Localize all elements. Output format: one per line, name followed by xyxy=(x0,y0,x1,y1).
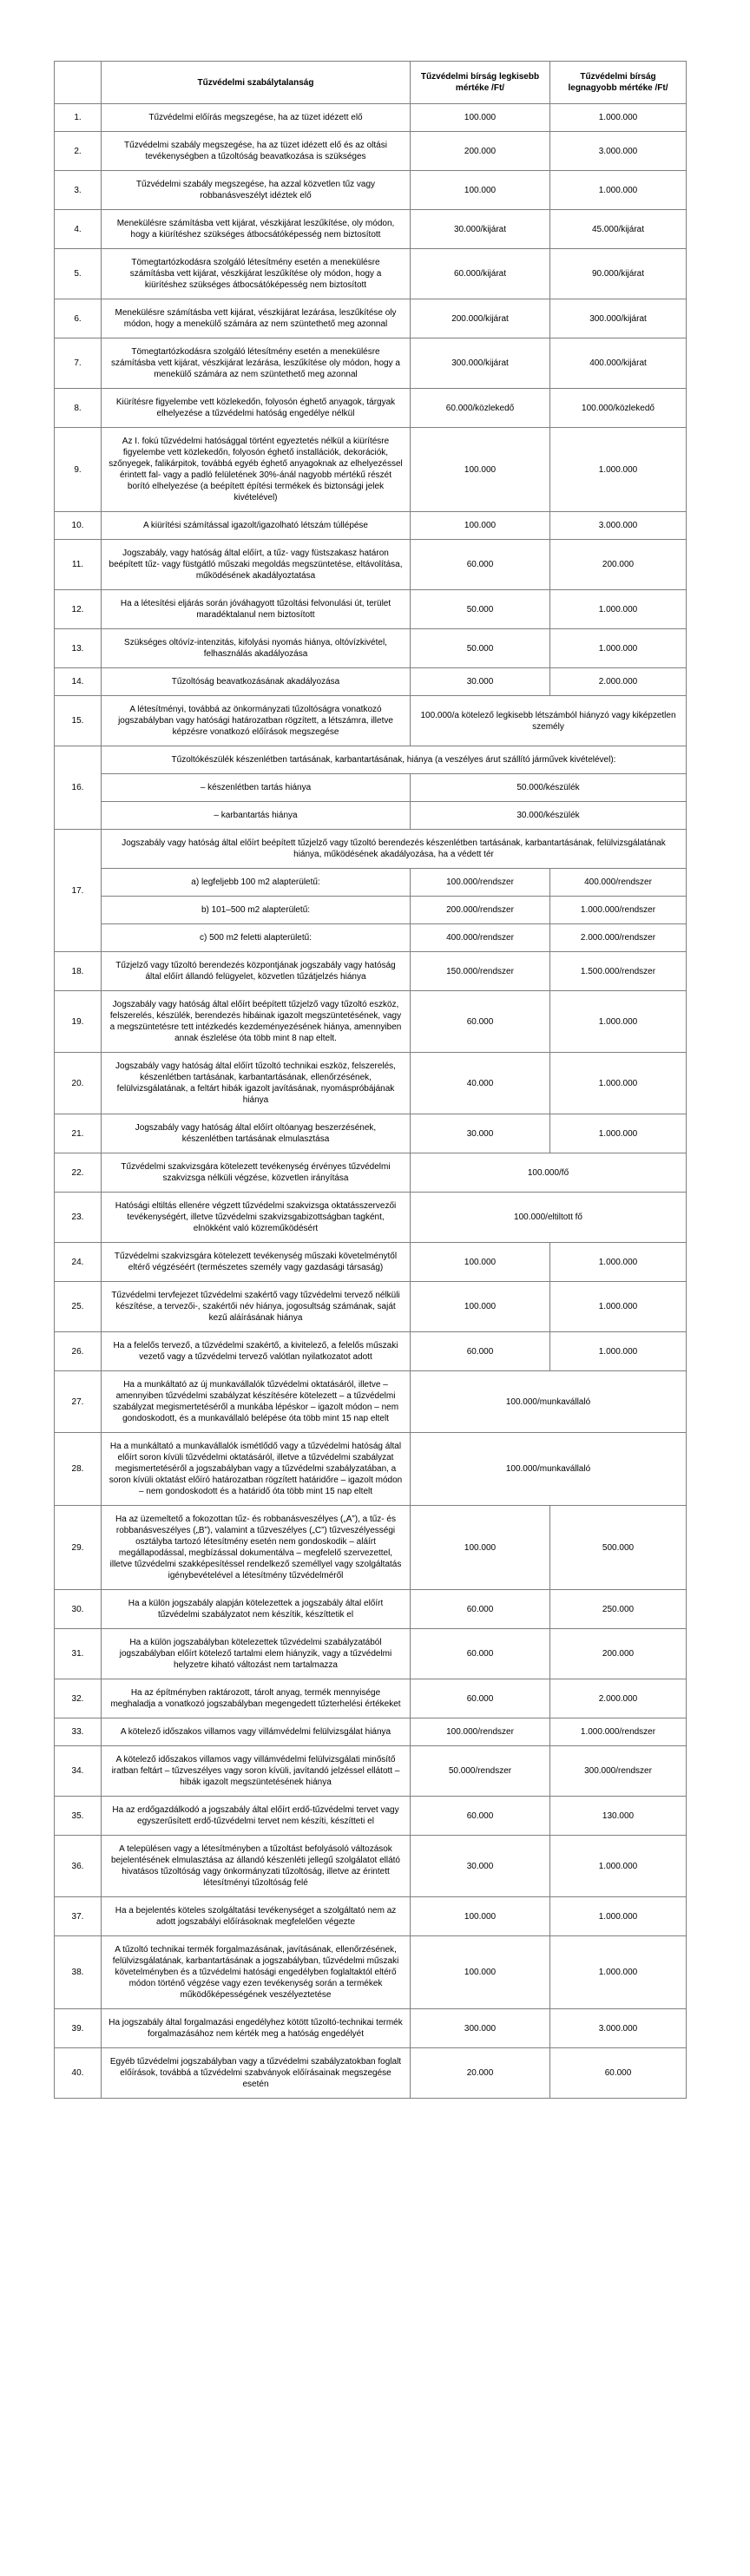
table-row xyxy=(55,1371,687,1433)
violation-text: Ha a létesítési eljárás során jóváhagyott tűzoltási felvonulási út, terület maradéktalanul nem biztosított xyxy=(102,590,411,629)
min-fine: 150.000/rendszer xyxy=(411,952,550,991)
max-fine: 45.000/kijárat xyxy=(550,210,687,249)
row-number: 17. xyxy=(55,830,102,952)
min-fine: 30.000/kijárat xyxy=(411,210,550,249)
fine-merged: 30.000/készülék xyxy=(411,802,687,830)
min-fine: 100.000 xyxy=(411,1243,550,1282)
min-fine: 20.000 xyxy=(411,2048,550,2099)
row-number: 4. xyxy=(55,210,102,249)
max-fine: 1.000.000 xyxy=(550,1897,687,1936)
violation-text: Tűzvédelmi szabály megszegése, ha azzal közvetlen tűz vagy robbanásveszélyt idéztek elő xyxy=(102,171,411,210)
table-row xyxy=(55,1053,687,1114)
table-row xyxy=(55,171,687,210)
table-row xyxy=(55,1897,687,1936)
min-fine: 60.000 xyxy=(411,1629,550,1679)
header-violation: Tűzvédelmi szabálytalanság xyxy=(102,62,411,104)
max-fine: 1.000.000 xyxy=(550,1282,687,1332)
row-number: 26. xyxy=(55,1332,102,1371)
row-number: 20. xyxy=(55,1053,102,1114)
max-fine: 400.000/kijárat xyxy=(550,338,687,389)
row-number: 11. xyxy=(55,540,102,590)
violation-text: a) legfeljebb 100 m2 alapterületű: xyxy=(102,869,411,897)
max-fine: 3.000.000 xyxy=(550,2009,687,2048)
max-fine: 1.000.000 xyxy=(550,1114,687,1153)
max-fine: 90.000/kijárat xyxy=(550,249,687,299)
violation-text: Ha az építményben raktározott, tárolt anyag, termék mennyisége meghaladja a vonatkozó jogszabályban megengedett tűzterhelési értékeket xyxy=(102,1679,411,1718)
violation-text: A kiürítési számítással igazolt/igazolható létszám túllépése xyxy=(102,512,411,540)
row-intro-text: Jogszabály vagy hatóság által előírt beépített tűzjelző vagy tűzoltó berendezés készenlétben tartásának, karbantartásának, felülvizsgálatának hiánya, működésének akadályozása, ha a védett tér xyxy=(102,830,687,869)
row-number: 5. xyxy=(55,249,102,299)
violation-text: Tűzjelző vagy tűzoltó berendezés központjának jogszabály vagy hatóság által előírt állandó felügyelet, közvetlen tűzátjelzés hiánya xyxy=(102,952,411,991)
min-fine: 60.000 xyxy=(411,1679,550,1718)
table-row xyxy=(55,1332,687,1371)
table-row xyxy=(55,952,687,991)
min-fine: 100.000/rendszer xyxy=(411,869,550,897)
violation-text: – karbantartás hiánya xyxy=(102,802,411,830)
header-max-fine: Tűzvédelmi bírság legnagyobb mértéke /Ft/ xyxy=(550,62,687,104)
min-fine: 100.000 xyxy=(411,428,550,512)
table-row xyxy=(55,1243,687,1282)
max-fine: 300.000/rendszer xyxy=(550,1746,687,1797)
table-row xyxy=(55,590,687,629)
max-fine: 3.000.000 xyxy=(550,512,687,540)
row-number: 34. xyxy=(55,1746,102,1797)
min-fine: 50.000/rendszer xyxy=(411,1746,550,1797)
row-number: 13. xyxy=(55,629,102,668)
violation-text: A létesítményi, továbbá az önkormányzati tűzoltóságra vonatkozó jogszabályban vagy hatósági határozatban rögzített, a létszámra, illetve képzésre vonatkozó előírások megszegése xyxy=(102,696,411,746)
table-row xyxy=(55,1836,687,1897)
table-row xyxy=(55,1936,687,2009)
min-fine: 30.000 xyxy=(411,1114,550,1153)
violation-text: Tűzoltóság beavatkozásának akadályozása xyxy=(102,668,411,696)
violation-text: A kötelező időszakos villamos vagy villámvédelmi felülvizsgálat hiánya xyxy=(102,1718,411,1746)
table-subrow xyxy=(55,802,687,830)
min-fine: 40.000 xyxy=(411,1053,550,1114)
table-row xyxy=(55,830,687,869)
max-fine: 1.000.000 xyxy=(550,1243,687,1282)
max-fine: 1.000.000 xyxy=(550,104,687,132)
min-fine: 60.000 xyxy=(411,540,550,590)
min-fine: 100.000 xyxy=(411,104,550,132)
table-row xyxy=(55,696,687,746)
fine-merged: 100.000/munkavállaló xyxy=(411,1371,687,1433)
row-number: 32. xyxy=(55,1679,102,1718)
max-fine: 300.000/kijárat xyxy=(550,299,687,338)
max-fine: 1.000.000 xyxy=(550,590,687,629)
min-fine: 30.000 xyxy=(411,1836,550,1897)
row-number: 37. xyxy=(55,1897,102,1936)
min-fine: 100.000 xyxy=(411,1282,550,1332)
fine-merged: 100.000/eltiltott fő xyxy=(411,1193,687,1243)
violation-text: Tömegtartózkodásra szolgáló létesítmény esetén a menekülésre számításba vett kijárat, vészkijárat leszűkítése oly módon, hogy a kiürítéshez szükséges átbocsátóképesség nem biztosított xyxy=(102,249,411,299)
violation-text: Tűzvédelmi tervfejezet tűzvédelmi szakértő vagy tűzvédelmi tervező nélküli készítése, a tervezői-, szakértői név hiánya, jogosultság számának, saját kezű aláírásának hiánya xyxy=(102,1282,411,1332)
table-row xyxy=(55,1797,687,1836)
row-number: 36. xyxy=(55,1836,102,1897)
violation-text: Jogszabály vagy hatóság által előírt oltóanyag beszerzésének, készenlétben tartásának elmulasztása xyxy=(102,1114,411,1153)
row-number: 12. xyxy=(55,590,102,629)
row-number: 3. xyxy=(55,171,102,210)
violation-text: Ha az erdőgazdálkodó a jogszabály által előírt erdő-tűzvédelmi tervet vagy egyszerűsített erdő-tűzvédelmi tervet nem készíti, készítteti el xyxy=(102,1797,411,1836)
header-row xyxy=(55,62,687,104)
min-fine: 60.000 xyxy=(411,1590,550,1629)
max-fine: 200.000 xyxy=(550,1629,687,1679)
row-number: 25. xyxy=(55,1282,102,1332)
table-row xyxy=(55,1746,687,1797)
fine-merged: 50.000/készülék xyxy=(411,774,687,802)
row-number: 40. xyxy=(55,2048,102,2099)
violation-text: c) 500 m2 feletti alapterületű: xyxy=(102,924,411,952)
max-fine: 500.000 xyxy=(550,1506,687,1590)
table-subrow xyxy=(55,869,687,897)
table-row xyxy=(55,2048,687,2099)
row-number: 33. xyxy=(55,1718,102,1746)
max-fine: 1.000.000 xyxy=(550,1936,687,2009)
table-row xyxy=(55,668,687,696)
max-fine: 2.000.000/rendszer xyxy=(550,924,687,952)
violation-text: Ha a felelős tervező, a tűzvédelmi szakértő, a kivitelező, a felelős műszaki vezető vagy a tűzvédelmi tervező valótlan nyilatkozatot adott xyxy=(102,1332,411,1371)
violation-text: Ha a külön jogszabály alapján kötelezettek a jogszabály által előírt tűzvédelmi szabályzatot nem készítik, készíttetik el xyxy=(102,1590,411,1629)
min-fine: 30.000 xyxy=(411,668,550,696)
table-row xyxy=(55,1282,687,1332)
row-number: 38. xyxy=(55,1936,102,2009)
row-number: 14. xyxy=(55,668,102,696)
min-fine: 100.000/rendszer xyxy=(411,1718,550,1746)
row-number: 22. xyxy=(55,1153,102,1193)
min-fine: 100.000 xyxy=(411,1897,550,1936)
row-number: 2. xyxy=(55,132,102,171)
violation-text: Hatósági eltiltás ellenére végzett tűzvédelmi szakvizsga oktatásszervezői tevékenységért, illetve tűzvédelmi szakvizsgabizottságban tagként, elnökként való közreműködésért xyxy=(102,1193,411,1243)
table-row xyxy=(55,104,687,132)
max-fine: 1.000.000 xyxy=(550,428,687,512)
max-fine: 1.000.000/rendszer xyxy=(550,1718,687,1746)
row-number: 21. xyxy=(55,1114,102,1153)
table-row xyxy=(55,2009,687,2048)
table-subrow xyxy=(55,924,687,952)
table-row xyxy=(55,132,687,171)
min-fine: 60.000 xyxy=(411,991,550,1053)
table-row xyxy=(55,1629,687,1679)
violation-text: Jogszabály vagy hatóság által előírt tűzoltó technikai eszköz, felszerelés, készenlétben tartásának, karbantartásának, ellenőrzésének, felülvizsgálatának, a feltárt hibák igazolt javításának, nyomáspróbájának hiánya xyxy=(102,1053,411,1114)
min-fine: 300.000/kijárat xyxy=(411,338,550,389)
max-fine: 1.000.000 xyxy=(550,1836,687,1897)
violation-text: Kiürítésre figyelembe vett közlekedőn, folyosón éghető anyagok, tárgyak elhelyezése a tűzvédelmi hatóság engedélye nélkül xyxy=(102,389,411,428)
max-fine: 130.000 xyxy=(550,1797,687,1836)
min-fine: 60.000/közlekedő xyxy=(411,389,550,428)
min-fine: 300.000 xyxy=(411,2009,550,2048)
table-row xyxy=(55,629,687,668)
max-fine: 60.000 xyxy=(550,2048,687,2099)
max-fine: 1.000.000 xyxy=(550,991,687,1053)
violation-text: b) 101–500 m2 alapterületű: xyxy=(102,897,411,924)
min-fine: 60.000 xyxy=(411,1332,550,1371)
table-row xyxy=(55,1718,687,1746)
max-fine: 100.000/közlekedő xyxy=(550,389,687,428)
table-row xyxy=(55,991,687,1053)
violation-text: Egyéb tűzvédelmi jogszabályban vagy a tűzvédelmi szabályzatokban foglalt előírások, továbbá a tűzvédelmi szabványok előírásainak megszegése esetén xyxy=(102,2048,411,2099)
max-fine: 1.500.000/rendszer xyxy=(550,952,687,991)
row-number: 27. xyxy=(55,1371,102,1433)
violation-text: Tűzvédelmi szakvizsgára kötelezett tevékenység érvényes tűzvédelmi szakvizsga nélküli végzése, közvetlen irányítása xyxy=(102,1153,411,1193)
row-number: 30. xyxy=(55,1590,102,1629)
violation-text: Ha a munkáltató a munkavállalók ismétlődő vagy a tűzvédelmi hatóság által előírt soron kívüli tűzvédelmi oktatásáról, illetve a tűzvédelmi szabályzat megismertetéséről a jogszabályban vagy a tűzvédelmi szabályzatában, a soron kívüli oktatást előíró határozatban rögzített határidőre – igazolt módon – nem gondoskodott és a határidő óta több mint 15 nap eltelt xyxy=(102,1433,411,1506)
row-number: 28. xyxy=(55,1433,102,1506)
row-number: 1. xyxy=(55,104,102,132)
row-number: 18. xyxy=(55,952,102,991)
row-number: 9. xyxy=(55,428,102,512)
row-number: 24. xyxy=(55,1243,102,1282)
row-number: 19. xyxy=(55,991,102,1053)
violation-text: Tűzvédelmi szakvizsgára kötelezett tevékenység műszaki követelménytől eltérő végzéséért (természetes személy vagy gazdasági társaság) xyxy=(102,1243,411,1282)
min-fine: 60.000 xyxy=(411,1797,550,1836)
fire-fines-table xyxy=(54,61,687,2099)
violation-text: Szükséges oltóvíz-intenzitás, kifolyási nyomás hiánya, oltóvízkivétel, felhasználás akadályozása xyxy=(102,629,411,668)
violation-text: A kötelező időszakos villamos vagy villámvédelmi felülvizsgálati minősítő iratban feltárt – tűzveszélyes vagy soron kívüli, javítandó jelzéssel ellátott – hibák igazolt megszüntetésének hiánya xyxy=(102,1746,411,1797)
header-min-fine: Tűzvédelmi bírság legkisebb mértéke /Ft/ xyxy=(411,62,550,104)
violation-text: Ha a bejelentés köteles szolgáltatási tevékenységet a szolgáltató nem az adott jogszabályi előírásoknak megfelelően végezte xyxy=(102,1897,411,1936)
fine-merged: 100.000/fő xyxy=(411,1153,687,1193)
table-row xyxy=(55,1114,687,1153)
header-empty-cell xyxy=(55,62,102,104)
table-body xyxy=(55,104,687,2099)
row-number: 29. xyxy=(55,1506,102,1590)
violation-text: A tűzoltó technikai termék forgalmazásának, javításának, ellenőrzésének, felülvizsgálatának, karbantartásának a jogszabályban, tűzvédelmi műszaki követelményben és a tűzvédelmi hatósági engedélyben foglaltaktól eltérő módon történő végzése vagy ezen tevékenység során a termékek működőképességének veszélyeztetése xyxy=(102,1936,411,2009)
table-row xyxy=(55,1679,687,1718)
max-fine: 400.000/rendszer xyxy=(550,869,687,897)
table-row xyxy=(55,1193,687,1243)
row-number: 7. xyxy=(55,338,102,389)
row-number: 10. xyxy=(55,512,102,540)
max-fine: 3.000.000 xyxy=(550,132,687,171)
min-fine: 200.000/kijárat xyxy=(411,299,550,338)
min-fine: 50.000 xyxy=(411,629,550,668)
min-fine: 100.000 xyxy=(411,1506,550,1590)
table-row xyxy=(55,338,687,389)
min-fine: 200.000/rendszer xyxy=(411,897,550,924)
min-fine: 100.000 xyxy=(411,171,550,210)
max-fine: 200.000 xyxy=(550,540,687,590)
row-number: 39. xyxy=(55,2009,102,2048)
row-number: 8. xyxy=(55,389,102,428)
row-number: 6. xyxy=(55,299,102,338)
row-intro-text: Tűzoltókészülék készenlétben tartásának, karbantartásának, hiánya (a veszélyes árut szállító járművek kivételével): xyxy=(102,746,687,774)
violation-text: Jogszabály, vagy hatóság által előírt, a tűz- vagy füstszakasz határon beépített tűz- vagy füstgátló műszaki megoldás megszüntetése, eltávolítása, működésének akadályoztatása xyxy=(102,540,411,590)
table-row xyxy=(55,1506,687,1590)
table-row xyxy=(55,389,687,428)
fine-merged: 100.000/a kötelező legkisebb létszámból hiányzó vagy kiképzetlen személy xyxy=(411,696,687,746)
table-row xyxy=(55,428,687,512)
min-fine: 60.000/kijárat xyxy=(411,249,550,299)
table-row xyxy=(55,1590,687,1629)
min-fine: 100.000 xyxy=(411,1936,550,2009)
row-number: 31. xyxy=(55,1629,102,1679)
max-fine: 1.000.000 xyxy=(550,629,687,668)
max-fine: 1.000.000 xyxy=(550,1332,687,1371)
table-row xyxy=(55,540,687,590)
min-fine: 400.000/rendszer xyxy=(411,924,550,952)
min-fine: 200.000 xyxy=(411,132,550,171)
violation-text: Tűzvédelmi előírás megszegése, ha az tüzet idézett elő xyxy=(102,104,411,132)
violation-text: Jogszabály vagy hatóság által előírt beépített tűzjelző vagy tűzoltó eszköz, felszerelés, készülék, berendezés hibáinak igazolt megszüntetésének, vagy a megszüntetésre tett intézkedés kezdeményezésének hiánya, amennyiben annak észlelése óta több mint 8 nap eltelt. xyxy=(102,991,411,1053)
violation-text: Tömegtartózkodásra szolgáló létesítmény esetén a menekülésre számításba vett kijárat, vészkijárat lezárása, leszűkítése oly módon, hogy a menekülő számára az nem szüntethető meg azonnal xyxy=(102,338,411,389)
max-fine: 1.000.000 xyxy=(550,1053,687,1114)
max-fine: 1.000.000/rendszer xyxy=(550,897,687,924)
min-fine: 50.000 xyxy=(411,590,550,629)
table-row xyxy=(55,512,687,540)
max-fine: 2.000.000 xyxy=(550,1679,687,1718)
violation-text: Menekülésre számításba vett kijárat, vészkijárat leszűkítése, oly módon, hogy a kiürítéshez szükséges átbocsátóképesség nem biztosított xyxy=(102,210,411,249)
table-row xyxy=(55,746,687,774)
min-fine: 100.000 xyxy=(411,512,550,540)
fine-merged: 100.000/munkavállaló xyxy=(411,1433,687,1506)
row-number: 15. xyxy=(55,696,102,746)
violation-text: – készenlétben tartás hiánya xyxy=(102,774,411,802)
violation-text: Tűzvédelmi szabály megszegése, ha az tüzet idézett elő és az oltási tevékenységben a tűzoltóság beavatkozása is szükséges xyxy=(102,132,411,171)
violation-text: Menekülésre számításba vett kijárat, vészkijárat lezárása, leszűkítése oly módon, hogy a menekülő számára az nem szüntethető meg azonnal xyxy=(102,299,411,338)
max-fine: 250.000 xyxy=(550,1590,687,1629)
table-row xyxy=(55,1433,687,1506)
row-number: 23. xyxy=(55,1193,102,1243)
max-fine: 2.000.000 xyxy=(550,668,687,696)
row-number: 35. xyxy=(55,1797,102,1836)
violation-text: Ha a külön jogszabályban kötelezettek tűzvédelmi szabályzatából jogszabályban előírt kötelező tartalmi elem hiányzik, vagy a tűzvédelmi helyzetre kiható változást nem tartalmazza xyxy=(102,1629,411,1679)
violation-text: Az I. fokú tűzvédelmi hatósággal történt egyeztetés nélkül a kiürítésre figyelembe vett közlekedőn, folyosón éghető installációk, dekorációk, szőnyegek, falikárpitok, továbbá egyéb éghető anyagoknak az elhelyezéssel érintett fal- vagy a padló felületének 30%-ánál nagyobb mértékű részét borító elhelyezése (a beépített építési termékek és biztonsági jelek kivételével) xyxy=(102,428,411,512)
table-subrow xyxy=(55,897,687,924)
row-number: 16. xyxy=(55,746,102,830)
table-row xyxy=(55,299,687,338)
table-row xyxy=(55,1153,687,1193)
max-fine: 1.000.000 xyxy=(550,171,687,210)
violation-text: A településen vagy a létesítményben a tűzoltást befolyásoló változások bejelentésének elmulasztása az állandó készenléti jellegű szolgálatot ellátó hivatásos tűzoltóság vagy önkormányzati tűzoltóság, illetve az érintett létesítményi tűzoltóság felé xyxy=(102,1836,411,1897)
violation-text: Ha a munkáltató az új munkavállalók tűzvédelmi oktatásáról, illetve – amennyiben tűzvédelmi szabályzat készítésére kötelezett – a tűzvédelmi szabályzat megismertetéséről a munkába lépéskor – igazolt módon – nem gondoskodott, és a munkavállaló belépése óta több mint 15 nap eltelt xyxy=(102,1371,411,1433)
table-row xyxy=(55,210,687,249)
violation-text: Ha az üzemeltető a fokozottan tűz- és robbanásveszélyes („A”), a tűz- és robbanásveszélyes („B”), valamint a tűzveszélyes („C”) tűzveszélyességi osztályba tartozó létesítmény esetén nem gondoskodik – aláírt megállapodással, megbízással dokumentálva – megfelelő szervezettel, illetve tűzvédelmi szakképesítéssel rendelkező személlyel vagy szolgáltatás igénybevételével a létesítmény tűzvédelméről xyxy=(102,1506,411,1590)
violation-text: Ha jogszabály által forgalmazási engedélyhez kötött tűzoltó-technikai termék forgalmazásához nem kérték meg a hatóság engedélyét xyxy=(102,2009,411,2048)
table-row xyxy=(55,249,687,299)
table-subrow xyxy=(55,774,687,802)
